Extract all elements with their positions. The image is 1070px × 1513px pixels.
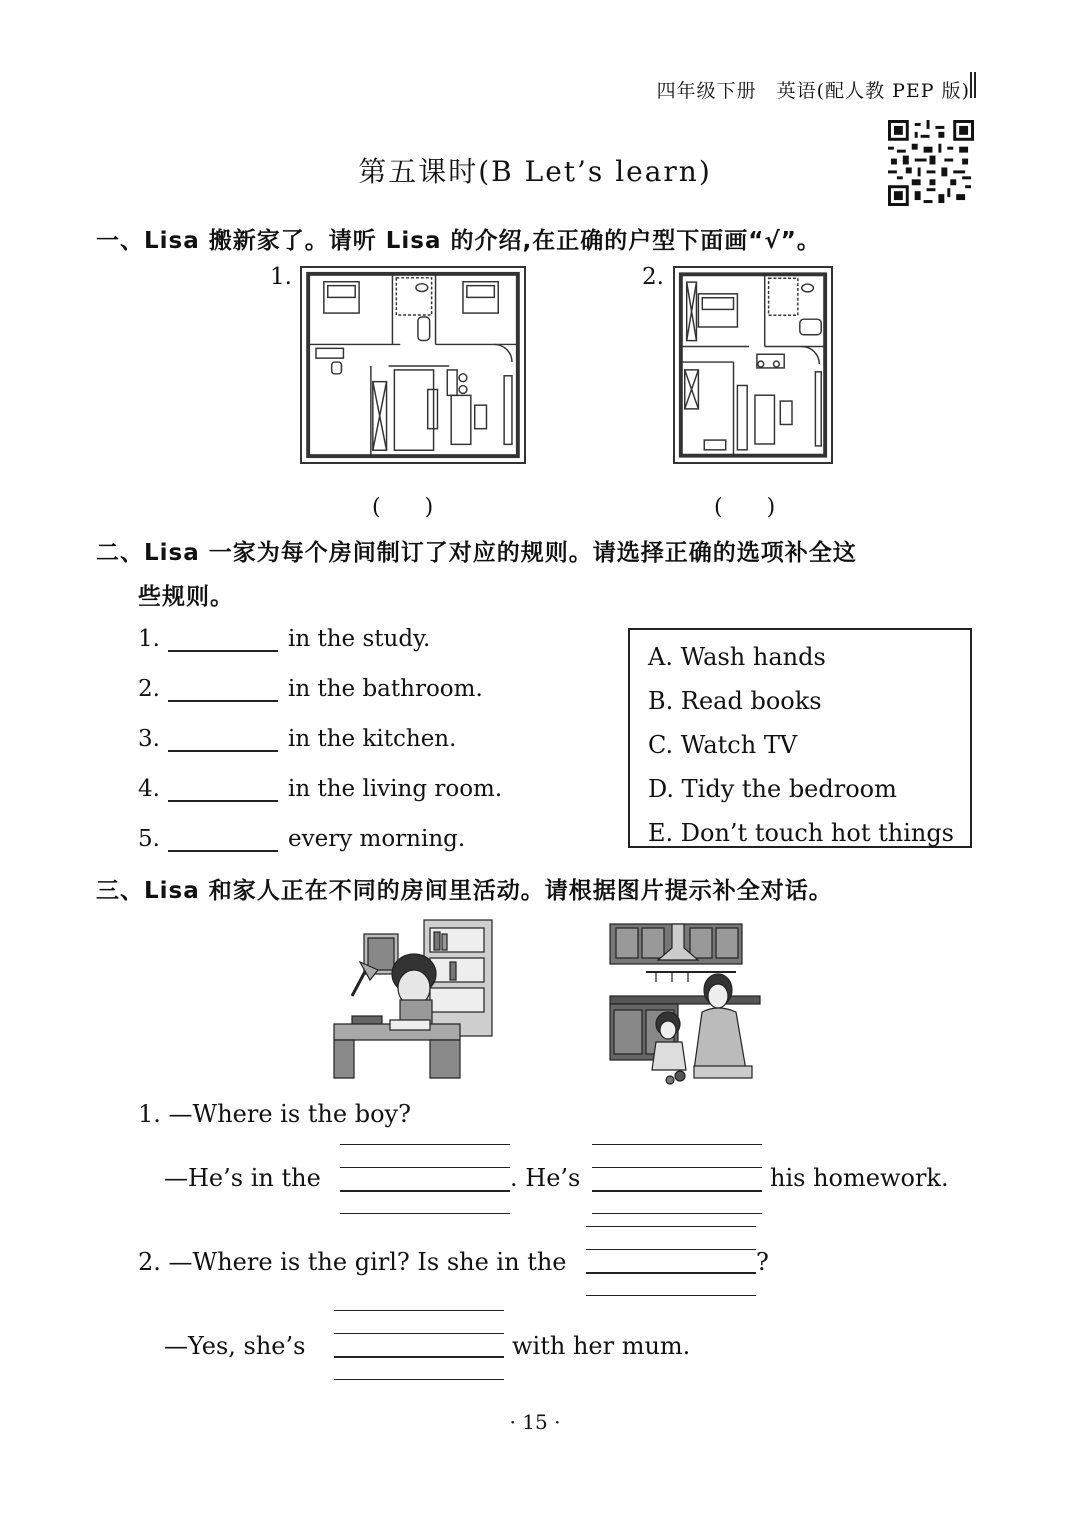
rule-number: 2. bbox=[138, 676, 160, 702]
rule-row bbox=[138, 624, 430, 658]
floor-plan-2[interactable] bbox=[673, 266, 833, 464]
plan2-answer[interactable]: ( ) bbox=[714, 495, 776, 520]
q2-blank-activity[interactable] bbox=[334, 1310, 504, 1382]
section2-heading-cont: 些规则。 bbox=[138, 584, 234, 610]
rule-number: 1. bbox=[138, 626, 160, 652]
rule-row bbox=[138, 824, 465, 858]
rule-text: in the study. bbox=[288, 626, 431, 652]
rule-row bbox=[138, 674, 483, 708]
lesson-title: 第五课时(B Let’s learn) bbox=[358, 155, 712, 188]
rule-number: 5. bbox=[138, 826, 160, 852]
floor-plan-1[interactable] bbox=[300, 266, 526, 464]
rule-number: 4. bbox=[138, 776, 160, 802]
plan1-answer[interactable]: ( ) bbox=[372, 495, 434, 520]
q1-answer-mid: . He’s bbox=[510, 1164, 581, 1192]
rule-row bbox=[138, 774, 502, 808]
plan1-label: 1. bbox=[270, 264, 292, 290]
q2-answer-start: —Yes, she’s bbox=[164, 1332, 306, 1360]
girl-cooking-illustration bbox=[606, 920, 766, 1088]
rule-text: every morning. bbox=[288, 826, 466, 852]
rule-text: in the kitchen. bbox=[288, 726, 457, 752]
page-number: · 15 · bbox=[509, 1410, 561, 1434]
q2-blank-room[interactable] bbox=[586, 1226, 756, 1298]
option-a: A. Wash hands bbox=[648, 643, 826, 671]
q2-answer-end: with her mum. bbox=[512, 1332, 691, 1360]
q1-blank-room[interactable] bbox=[340, 1144, 510, 1216]
option-d: D. Tidy the bedroom bbox=[648, 775, 897, 803]
boy-studying-illustration bbox=[330, 916, 496, 1080]
rule-blank[interactable] bbox=[168, 774, 278, 802]
q1-question: 1. —Where is the boy? bbox=[138, 1100, 411, 1128]
q2-question: 2. —Where is the girl? Is she in the bbox=[138, 1248, 567, 1276]
rule-text: in the living room. bbox=[288, 776, 503, 802]
running-header: 四年级下册 英语(配人教 PEP 版) bbox=[656, 80, 970, 102]
q1-answer-end: his homework. bbox=[770, 1164, 949, 1192]
options-box bbox=[628, 628, 972, 848]
rule-blank[interactable] bbox=[168, 624, 278, 652]
rule-number: 3. bbox=[138, 726, 160, 752]
section3-heading: 三、Lisa 和家人正在不同的房间里活动。请根据图片提示补全对话。 bbox=[96, 878, 833, 904]
rule-text: in the bathroom. bbox=[288, 676, 483, 702]
plan2-label: 2. bbox=[642, 264, 664, 290]
rule-blank[interactable] bbox=[168, 674, 278, 702]
rule-blank[interactable] bbox=[168, 724, 278, 752]
option-c: C. Watch TV bbox=[648, 731, 798, 759]
section2-heading: 二、Lisa 一家为每个房间制订了对应的规则。请选择正确的选项补全这 bbox=[96, 540, 857, 566]
q1-blank-activity[interactable] bbox=[592, 1144, 762, 1216]
q1-answer-start: —He’s in the bbox=[164, 1164, 321, 1192]
option-e: E. Don’t touch hot things bbox=[648, 819, 954, 847]
rule-row bbox=[138, 724, 456, 758]
section1-heading: 一、Lisa 搬新家了。请听 Lisa 的介绍,在正确的户型下面画“√”。 bbox=[96, 228, 821, 254]
rule-blank[interactable] bbox=[168, 824, 278, 852]
q2-question-mark: ? bbox=[756, 1248, 769, 1276]
header-bar bbox=[970, 72, 976, 98]
option-b: B. Read books bbox=[648, 687, 822, 715]
